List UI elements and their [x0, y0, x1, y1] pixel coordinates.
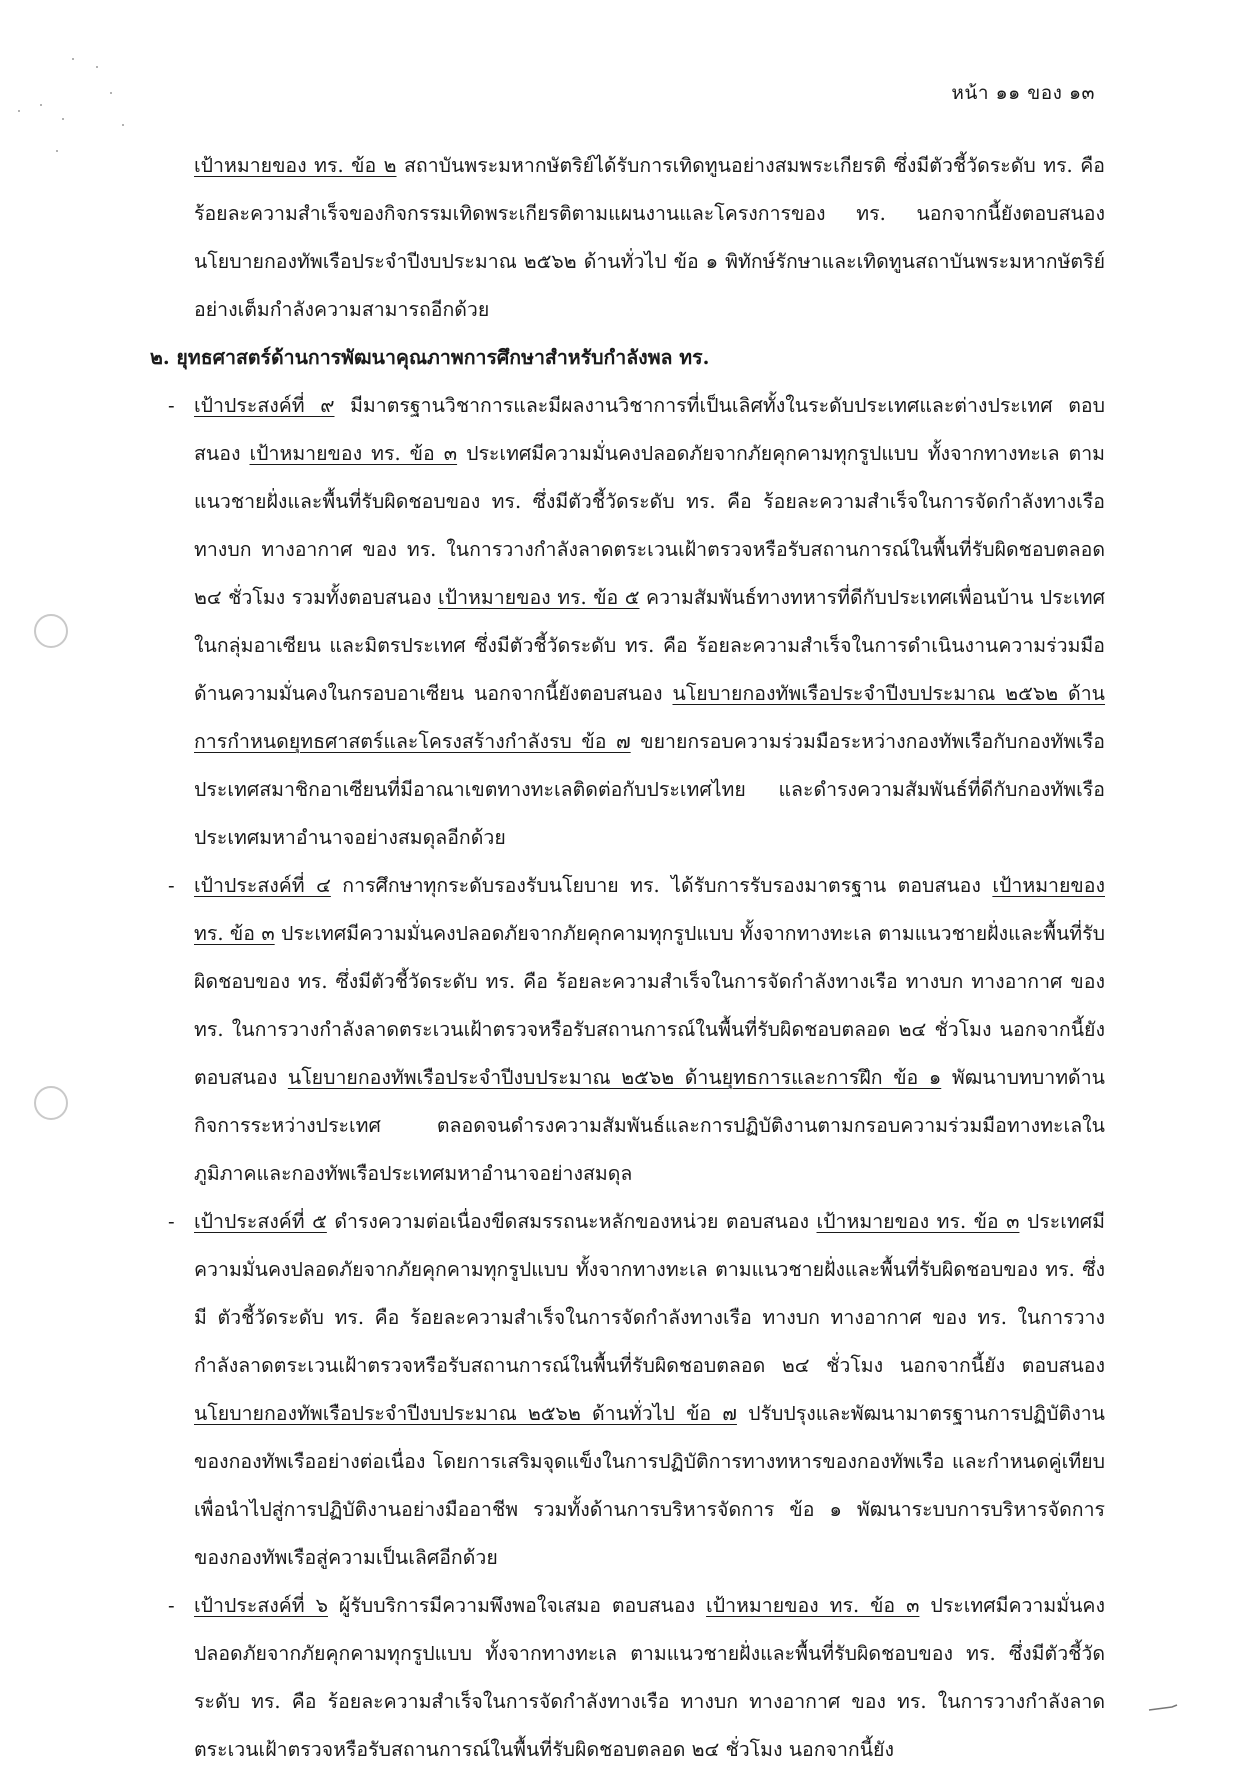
text-run: พัฒนาบทบาทด้านกิจการระหว่างประเทศ ตลอดจนดำรงความสัมพันธ์และการปฏิบัติงานตามกรอบความร่วมมือทางทะเลในภูมิภาคและกองทัพเรือประเทศมหาอำนาจอย่างสมดุล — [194, 1066, 1105, 1185]
document-body — [150, 142, 1105, 1774]
text-run: ปรับปรุงและพัฒนามาตรฐานการปฏิบัติงานของกองทัพเรืออย่างต่อเนื่อง โดยการเสริมจุดแข็งในการปฏิบัติการทางทหารของกองทัพเรือ และกำหนดคู่เทียบ เพื่อนำไปสู่การปฏิบัติงานอย่างมืออาชีพ รวมทั้งด้านการบริหารจัดการ ข้อ ๑ พัฒนาระบบการบริหารจัดการของกองทัพเรือสู่ความเป็นเลิศอีกด้วย — [194, 1402, 1105, 1569]
text-run: การศึกษาทุกระดับรองรับนโยบาย ทร. ได้รับการรับรองมาตรฐาน ตอบสนอง — [330, 874, 993, 897]
underlined-reference: เป้าประสงค์ที่ ๖ — [194, 1594, 328, 1617]
paragraph — [150, 862, 1105, 1198]
underlined-reference: เป้าประสงค์ที่ ๕ — [194, 1210, 327, 1233]
underlined-reference: เป้าประสงค์ที่ ๔ — [194, 874, 331, 897]
underlined-reference: เป้าหมายของ ทร. ข้อ ๓ — [249, 442, 458, 465]
text-run: ประเทศมีความมั่นคงปลอดภัยจากภัยคุกคามทุกรูปแบบ ทั้งจากทางทะเล ตามแนวชายฝั่งและพื้นที่รับผิดชอบของ ทร. ซึ่งมีตัวชี้วัดระดับ ทร. คือ ร้อยละความสำเร็จในการจัดกำลังทางเรือ ทางบก ทางอากาศ ของ ทร. ในการวางกำลังลาดตระเวนเฝ้าตรวจหรือรับสถานการณ์ในพื้นที่รับผิดชอบตลอด ๒๔ ชั่วโมง นอกจากนี้ยัง — [194, 1594, 1105, 1761]
underlined-reference: เป้าประสงค์ที่ ๙ — [194, 394, 335, 417]
underlined-reference: เป้าหมายของ ทร. ข้อ ๒ — [194, 154, 397, 177]
text-run: มีมาตรฐานวิชาการและมีผลงานวิชาการที่เป็นเลิศทั้งในระดับประเทศและต่างประเทศ ตอบสนอง — [194, 394, 1105, 465]
text-run: ประเทศมีความมั่นคงปลอดภัยจากภัยคุกคามทุกรูปแบบ ทั้งจากทางทะเล ตามแนวชายฝั่งและพื้นที่รับผิดชอบของ ทร. ซึ่งมี ตัวชี้วัดระดับ ทร. คือ ร้อยละความสำเร็จในการจัดกำลังทางเรือ ทางบก ทางอากาศ ของ ทร. ในการวางกำลังลาดตระเวนเฝ้าตรวจหรือรับสถานการณ์ในพื้นที่รับผิดชอบตลอด ๒๔ ชั่วโมง นอกจากนี้ยัง ตอบสนอง — [194, 1210, 1105, 1377]
punch-hole-lower — [34, 1086, 68, 1120]
text-run: ผู้รับบริการมีความพึงพอใจเสมอ ตอบสนอง — [327, 1594, 707, 1617]
section-heading — [150, 334, 1105, 382]
underlined-reference: เป้าหมายของ ทร. ข้อ ๓ — [706, 1594, 920, 1617]
paragraph — [150, 1582, 1105, 1774]
list-dash: - — [168, 1210, 175, 1233]
punch-hole-upper — [34, 614, 68, 648]
list-dash: - — [168, 394, 175, 417]
corner-pen-mark — [1148, 1704, 1178, 1712]
text-run: ความสัมพันธ์ทางทหารที่ดีกับประเทศเพื่อนบ้าน ประเทศในกลุ่มอาเซียน และมิตรประเทศ ซึ่งมีตัวชี้วัดระดับ ทร. คือ ร้อยละความสำเร็จในการดำเนินงานความร่วมมือด้านความมั่นคงในกรอบอาเซียน นอกจากนี้ยังตอบสนอง — [194, 586, 1106, 705]
text-run: ประเทศมีความมั่นคงปลอดภัยจากภัยคุกคามทุกรูปแบบ ทั้งจากทางทะเล ตามแนวชายฝั่งและพื้นที่รับผิดชอบของ ทร. ซึ่งมีตัวชี้วัดระดับ ทร. คือ ร้อยละความสำเร็จในการจัดกำลังทางเรือ ทางบก ทางอากาศ ของ ทร. ในการวางกำลังลาดตระเวนเฝ้าตรวจหรือรับสถานการณ์ในพื้นที่รับผิดชอบตลอด ๒๔ ชั่วโมง นอกจากนี้ยังตอบสนอง — [194, 922, 1106, 1089]
underlined-reference: นโยบายกองทัพเรือประจำปีงบประมาณ ๒๕๖๒ ด้านยุทธการและการฝึก ข้อ ๑ — [287, 1066, 942, 1089]
paragraph — [150, 1198, 1105, 1582]
text-run: ประเทศมีความมั่นคงปลอดภัยจากภัยคุกคามทุกรูปแบบ ทั้งจากทางทะเล ตามแนวชายฝั่งและพื้นที่รับผิดชอบของ ทร. ซึ่งมีตัวชี้วัดระดับ ทร. คือ ร้อยละความสำเร็จในการจัดกำลังทางเรือ ทางบก ทางอากาศ ของ ทร. ในการวางกำลังลาดตระเวนเฝ้าตรวจหรือรับสถานการณ์ในพื้นที่รับผิดชอบตลอด ๒๔ ชั่วโมง รวมทั้งตอบสนอง — [194, 442, 1105, 609]
text-run: ดำรงความต่อเนื่องขีดสมรรถนะหลักของหน่วย ตอบสนอง — [326, 1210, 817, 1233]
page-number: หน้า ๑๑ ของ ๑๓ — [951, 82, 1095, 104]
text-run: ขยายกรอบความร่วมมือระหว่างกองทัพเรือกับกองทัพเรือประเทศสมาชิกอาเซียนที่มีอาณาเขตทางทะเลติดต่อกับประเทศไทย และดำรงความสัมพันธ์ที่ดีกับกองทัพเรือประเทศมหาอำนาจอย่างสมดุลอีกด้วย — [194, 730, 1105, 849]
underlined-reference: นโยบายกองทัพเรือประจำปีงบประมาณ ๒๕๖๒ ด้านการกำหนดยุทธศาสตร์และโครงสร้างกำลังรบ ข้อ ๗ — [194, 682, 1106, 753]
list-dash: - — [168, 1594, 175, 1617]
paragraph — [150, 382, 1105, 862]
text-run: สถาบันพระมหากษัตริย์ได้รับการเทิดทูนอย่างสมพระเกียรติ ซึ่งมีตัวชี้วัดระดับ ทร. คือ ร้อยละความสำเร็จของกิจกรรมเทิดพระเกียรติตามแผนงานและโครงการของ ทร. นอกจากนี้ยังตอบสนอง นโยบายกองทัพเรือประจำปีงบประมาณ ๒๕๖๒ ด้านทั่วไป ข้อ ๑ พิทักษ์รักษาและเทิดทูนสถาบันพระมหากษัตริย์อย่างเต็มกำลังความสามารถอีกด้วย — [194, 154, 1105, 321]
underlined-reference: นโยบายกองทัพเรือประจำปีงบประมาณ ๒๕๖๒ ด้านทั่วไป ข้อ ๗ — [194, 1402, 737, 1425]
underlined-reference: เป้าหมายของ ทร. ข้อ ๓ — [816, 1210, 1020, 1233]
underlined-reference: เป้าหมายของ ทร. ข้อ ๕ — [438, 586, 640, 609]
list-dash: - — [168, 874, 175, 897]
paragraph — [150, 142, 1105, 334]
text-run: ๒. ยุทธศาสตร์ด้านการพัฒนาคุณภาพการศึกษาสำหรับกำลังพล ทร. — [150, 346, 710, 369]
underlined-reference: เป้าหมายของ ทร. ข้อ ๓ — [194, 874, 1105, 945]
